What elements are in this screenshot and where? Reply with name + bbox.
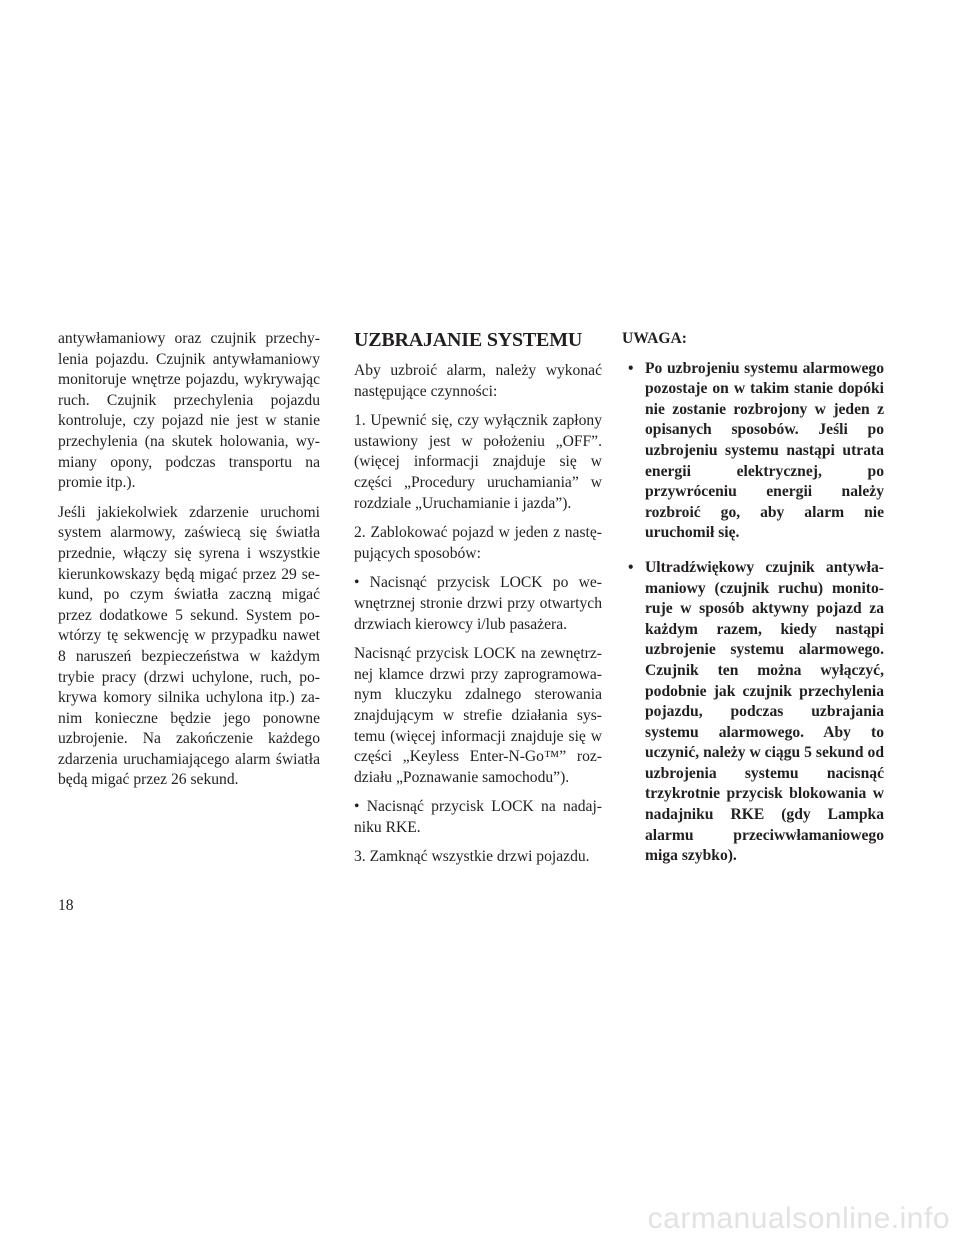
- section-heading: UZBRAJANIE SYSTEMU: [354, 329, 583, 351]
- paragraph-lock-outside: Nacisnąć przycisk LOCK na zewnętrznej klamce drzwi przy zaprogramowanym kluczyku zdalnego sterowania znajdującym w strefie działania systemu (więcej informacji znajduje się w części „Keyless Enter-N-Go™” rozdziału „Poznawanie samochodu”).: [354, 645, 602, 786]
- paragraph-step-3: 3. Zamknąć wszystkie drzwi pojazdu.: [354, 848, 590, 866]
- watermark: carmanualsonline.info: [647, 1202, 950, 1235]
- paragraph-alarm-sequence: Jeśli jakiekolwiek zdarzenie uruchomi system alarmowy, zaświecą się światła przednie, włączy się syrena i wszystkie kierunkowskazy będą migać przez 29 sekund, po czym światła zaczną migać przez dodatkowe 5 sekund. System powtórzy tę sekwencję w przypadku nawet 8 naruszeń bezpieczeństwa w każdym trybie pracy (drzwi uchylone, ruch, pokrywa komory silnika uchylona itp.) zanim konieczne będzie jego ponowne uzbrojenie. Na zakończenie każdego zdarzenia uruchamiającego alarm światła będą migać przez 26 sekund.: [58, 503, 320, 789]
- bullet-text: Ultradźwiękowy czujnik antywłamaniowy (czujnik ruchu) monitoruje w sposób aktywny pojazd za każdym razem, kiedy nastąpi uzbrojenie systemu alarmowego. Czujnik ten można wyłączyć, podobnie jak czujnik przechylenia pojazdu, podczas uzbrajania systemu alarmowego. Aby to uczynić, należy w ciągu 5 sekund od uzbrojenia systemu nacisnąć trzykrotnie przycisk blokowania w nadajniku RKE (gdy Lampka alarmu przeciwwłamaniowego miga szybko).: [645, 558, 884, 865]
- paragraph-intro: Aby uzbroić alarm, należy wykonać następujące czynności:: [354, 362, 602, 400]
- bullet-dot-icon: •: [628, 558, 634, 576]
- note-title: UWAGA:: [622, 330, 687, 347]
- column-middle: [354, 329, 602, 877]
- column-left: [58, 329, 320, 800]
- paragraph-step-2: 2. Zablokować pojazd w jeden z następujących sposobów:: [354, 524, 602, 562]
- bullet-dot-icon: •: [628, 359, 634, 377]
- note-bullet-ultrasonic: [622, 558, 884, 867]
- bullet-text: Po uzbrojeniu systemu alarmowego pozostaje on w takim stanie dopóki nie zostanie rozbrojony w jeden z opisanych sposobów. Jeśli po uzbrojeniu systemu nastąpi utrata energii elektrycznej, po przywróceniu energii należy rozbroić go, aby alarm nie uruchomił się.: [645, 359, 884, 542]
- note-bullet-armed: [622, 359, 884, 544]
- paragraph-step-1: 1. Upewnić się, czy wyłącznik zapłony ustawiony jest w położeniu „OFF”. (więcej informacji znajduje się w części „Procedury uruchamiania” w rozdziale „Uruchamianie i jazda”).: [354, 412, 602, 512]
- paragraph-lock-inside: • Nacisnąć przycisk LOCK po wewnętrznej stronie drzwi przy otwartych drzwiach kierowcy i/lub pasażera.: [354, 574, 602, 633]
- paragraph-lock-rke: • Nacisnąć przycisk LOCK na nadajniku RKE.: [354, 798, 602, 836]
- page-number: 18: [58, 897, 74, 914]
- column-right: [622, 329, 884, 881]
- paragraph-sensors: antywłamaniowy oraz czujnik przechylenia pojazdu. Czujnik antywłamaniowy monitoruje wnętrze pojazdu, wykrywając ruch. Czujnik przechylenia pojazdu kontroluje, czy pojazd nie jest w stanie przechylenia (na skutek holowania, wymiany opony, podczas transportu na promie itp.).: [58, 330, 320, 492]
